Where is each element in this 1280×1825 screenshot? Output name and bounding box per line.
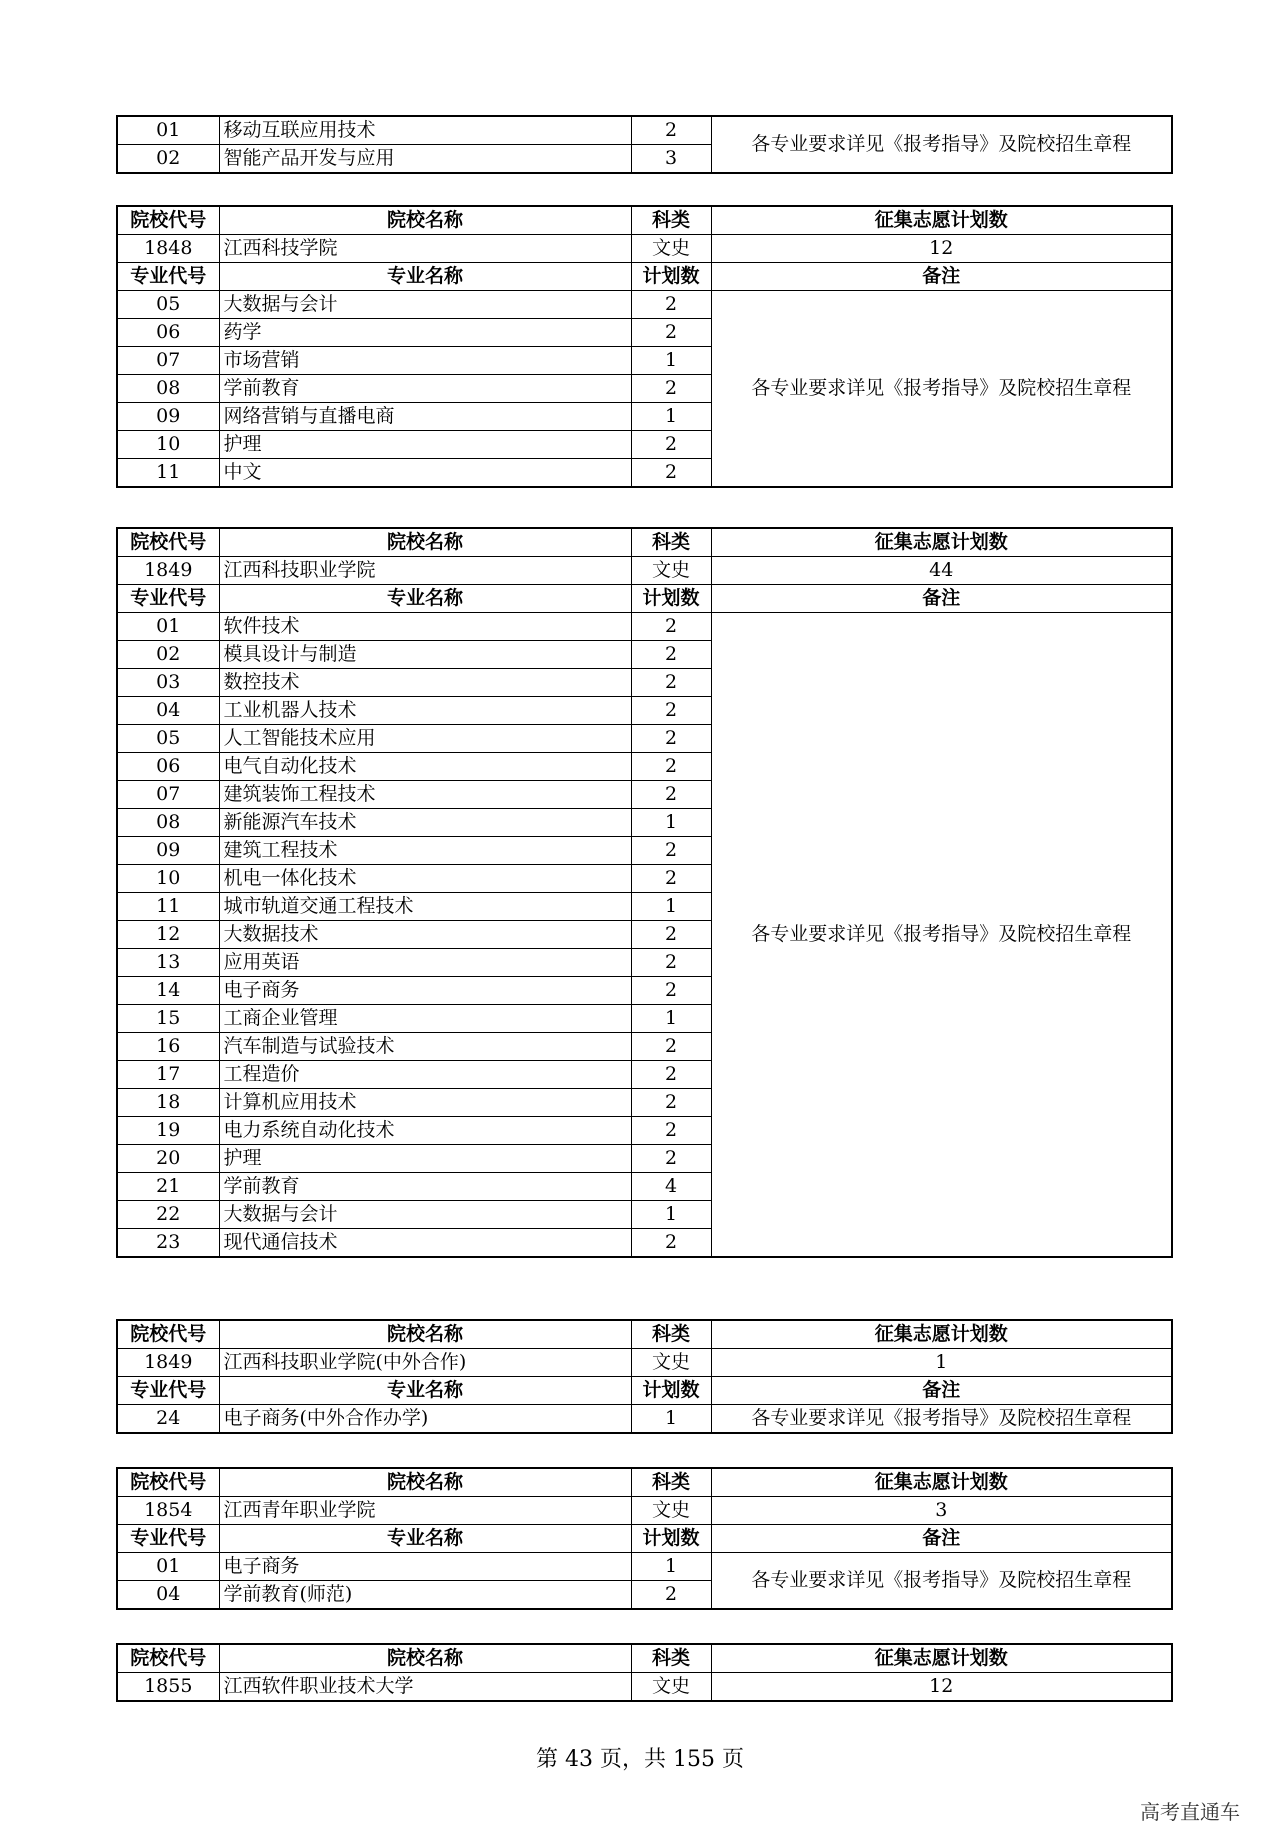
category-header: 科类	[631, 1320, 711, 1349]
plan-count-header: 计划数	[631, 1377, 711, 1405]
remarks-note: 各专业要求详见《报考指导》及院校招生章程	[711, 291, 1172, 488]
major-code: 06	[117, 319, 219, 347]
plan-count-header: 计划数	[631, 585, 711, 613]
major-code: 18	[117, 1089, 219, 1117]
major-row	[117, 613, 1172, 641]
major-name: 城市轨道交通工程技术	[219, 893, 631, 921]
plan-total-header: 征集志愿计划数	[711, 1320, 1172, 1349]
major-name: 建筑装饰工程技术	[219, 781, 631, 809]
major-code: 06	[117, 753, 219, 781]
school-name: 江西科技职业学院(中外合作)	[219, 1349, 631, 1377]
major-name: 人工智能技术应用	[219, 725, 631, 753]
category-header: 科类	[631, 1644, 711, 1673]
remarks-note: 各专业要求详见《报考指导》及院校招生章程	[711, 1405, 1172, 1434]
major-header-row	[117, 1377, 1172, 1405]
major-row	[117, 1405, 1172, 1434]
school-name-header: 院校名称	[219, 1644, 631, 1673]
school-category: 文史	[631, 235, 711, 263]
major-code: 04	[117, 697, 219, 725]
school-code: 1854	[117, 1497, 219, 1525]
major-name: 建筑工程技术	[219, 837, 631, 865]
plan-total-header: 征集志愿计划数	[711, 528, 1172, 557]
major-name: 护理	[219, 1145, 631, 1173]
school-table	[116, 1467, 1173, 1610]
major-code: 08	[117, 375, 219, 403]
school-table	[116, 527, 1173, 1258]
plan-count: 1	[631, 1005, 711, 1033]
school-code: 1849	[117, 1349, 219, 1377]
school-row	[117, 557, 1172, 585]
major-code: 11	[117, 459, 219, 488]
major-code: 03	[117, 669, 219, 697]
major-code-header: 专业代号	[117, 1377, 219, 1405]
major-name: 机电一体化技术	[219, 865, 631, 893]
plan-count: 1	[631, 1553, 711, 1581]
plan-count-header: 计划数	[631, 263, 711, 291]
major-name: 电子商务	[219, 1553, 631, 1581]
brand-watermark: 高考直通车	[1140, 1800, 1240, 1824]
plan-count: 2	[631, 1117, 711, 1145]
school-row	[117, 1349, 1172, 1377]
plan-count: 2	[631, 697, 711, 725]
major-name: 数控技术	[219, 669, 631, 697]
plan-count: 2	[631, 375, 711, 403]
school-row	[117, 1497, 1172, 1525]
plan-count: 2	[631, 977, 711, 1005]
major-code: 07	[117, 781, 219, 809]
school-header-row	[117, 1320, 1172, 1349]
major-row	[117, 116, 1172, 145]
major-code: 19	[117, 1117, 219, 1145]
major-code: 13	[117, 949, 219, 977]
plan-count: 1	[631, 1201, 711, 1229]
major-name: 电气自动化技术	[219, 753, 631, 781]
major-code: 05	[117, 725, 219, 753]
remarks-note: 各专业要求详见《报考指导》及院校招生章程	[711, 613, 1172, 1258]
major-code: 22	[117, 1201, 219, 1229]
plan-count: 2	[631, 725, 711, 753]
major-code-header: 专业代号	[117, 585, 219, 613]
major-name: 学前教育	[219, 1173, 631, 1201]
major-code: 07	[117, 347, 219, 375]
plan-count: 2	[631, 431, 711, 459]
plan-total-header: 征集志愿计划数	[711, 1644, 1172, 1673]
major-code: 10	[117, 431, 219, 459]
remarks-header: 备注	[711, 585, 1172, 613]
plan-count: 2	[631, 1033, 711, 1061]
major-name: 计算机应用技术	[219, 1089, 631, 1117]
school-category: 文史	[631, 1673, 711, 1702]
category-header: 科类	[631, 528, 711, 557]
remarks-header: 备注	[711, 263, 1172, 291]
major-name: 新能源汽车技术	[219, 809, 631, 837]
plan-count: 4	[631, 1173, 711, 1201]
plan-count: 2	[631, 1145, 711, 1173]
major-name: 工程造价	[219, 1061, 631, 1089]
major-name: 学前教育(师范)	[219, 1581, 631, 1610]
major-code: 09	[117, 403, 219, 431]
plan-count: 2	[631, 1581, 711, 1610]
school-code-header: 院校代号	[117, 1468, 219, 1497]
major-name: 大数据与会计	[219, 291, 631, 319]
school-name: 江西软件职业技术大学	[219, 1673, 631, 1702]
plan-count: 2	[631, 1089, 711, 1117]
major-code: 04	[117, 1581, 219, 1610]
school-category: 文史	[631, 1497, 711, 1525]
plan-total: 12	[711, 235, 1172, 263]
major-name-header: 专业名称	[219, 263, 631, 291]
block-school-1849-coop	[116, 1319, 1171, 1434]
block-school-1855	[116, 1643, 1171, 1702]
plan-count: 1	[631, 893, 711, 921]
major-code: 01	[117, 1553, 219, 1581]
remarks-note: 各专业要求详见《报考指导》及院校招生章程	[711, 1553, 1172, 1610]
major-code: 23	[117, 1229, 219, 1258]
plan-count: 2	[631, 1229, 711, 1258]
major-name: 电子商务(中外合作办学)	[219, 1405, 631, 1434]
major-code: 14	[117, 977, 219, 1005]
plan-count: 2	[631, 613, 711, 641]
school-name-header: 院校名称	[219, 528, 631, 557]
school-category: 文史	[631, 557, 711, 585]
plan-count: 2	[631, 669, 711, 697]
major-name-header: 专业名称	[219, 585, 631, 613]
school-header-row	[117, 206, 1172, 235]
major-name: 大数据技术	[219, 921, 631, 949]
major-row	[117, 291, 1172, 319]
school-code-header: 院校代号	[117, 1320, 219, 1349]
plan-count: 2	[631, 291, 711, 319]
major-code: 02	[117, 641, 219, 669]
school-category: 文史	[631, 1349, 711, 1377]
major-name: 汽车制造与试验技术	[219, 1033, 631, 1061]
major-name: 市场营销	[219, 347, 631, 375]
major-code: 24	[117, 1405, 219, 1434]
major-name-header: 专业名称	[219, 1525, 631, 1553]
major-code: 21	[117, 1173, 219, 1201]
school-name: 江西科技学院	[219, 235, 631, 263]
school-code: 1855	[117, 1673, 219, 1702]
block-continuation	[116, 115, 1171, 174]
plan-count: 2	[631, 753, 711, 781]
major-code: 10	[117, 865, 219, 893]
school-name: 江西科技职业学院	[219, 557, 631, 585]
school-name-header: 院校名称	[219, 1468, 631, 1497]
major-code: 12	[117, 921, 219, 949]
school-table	[116, 1643, 1173, 1702]
plan-count: 2	[631, 865, 711, 893]
major-code: 20	[117, 1145, 219, 1173]
major-name: 学前教育	[219, 375, 631, 403]
major-code: 08	[117, 809, 219, 837]
plan-count: 2	[631, 319, 711, 347]
block-school-1849	[116, 527, 1171, 1258]
plan-count: 1	[631, 347, 711, 375]
school-row	[117, 235, 1172, 263]
school-row	[117, 1673, 1172, 1702]
school-header-row	[117, 1644, 1172, 1673]
major-header-row	[117, 1525, 1172, 1553]
major-name: 网络营销与直播电商	[219, 403, 631, 431]
plan-total: 44	[711, 557, 1172, 585]
major-name: 大数据与会计	[219, 1201, 631, 1229]
remarks-header: 备注	[711, 1377, 1172, 1405]
major-code: 01	[117, 116, 219, 145]
major-code: 05	[117, 291, 219, 319]
category-header: 科类	[631, 206, 711, 235]
school-name-header: 院校名称	[219, 1320, 631, 1349]
school-code-header: 院校代号	[117, 1644, 219, 1673]
school-header-row	[117, 1468, 1172, 1497]
major-header-row	[117, 263, 1172, 291]
major-code-header: 专业代号	[117, 1525, 219, 1553]
major-name-header: 专业名称	[219, 1377, 631, 1405]
school-code-header: 院校代号	[117, 528, 219, 557]
major-name: 电力系统自动化技术	[219, 1117, 631, 1145]
major-name: 应用英语	[219, 949, 631, 977]
plan-count: 2	[631, 116, 711, 145]
major-code: 16	[117, 1033, 219, 1061]
major-code: 09	[117, 837, 219, 865]
plan-count: 1	[631, 1405, 711, 1434]
remarks-note: 各专业要求详见《报考指导》及院校招生章程	[711, 116, 1172, 173]
school-code: 1848	[117, 235, 219, 263]
major-name: 工业机器人技术	[219, 697, 631, 725]
major-code: 15	[117, 1005, 219, 1033]
major-name: 模具设计与制造	[219, 641, 631, 669]
plan-total: 3	[711, 1497, 1172, 1525]
page-footer: 第 43 页，共 155 页	[536, 1747, 744, 1772]
plan-count: 2	[631, 459, 711, 488]
plan-count: 1	[631, 809, 711, 837]
school-code: 1849	[117, 557, 219, 585]
major-code: 01	[117, 613, 219, 641]
major-code: 02	[117, 145, 219, 174]
major-name: 软件技术	[219, 613, 631, 641]
block-school-1848	[116, 205, 1171, 488]
school-name-header: 院校名称	[219, 206, 631, 235]
major-name: 现代通信技术	[219, 1229, 631, 1258]
major-code: 17	[117, 1061, 219, 1089]
major-code: 11	[117, 893, 219, 921]
block-school-1854	[116, 1467, 1171, 1610]
majors-table	[116, 115, 1173, 174]
major-header-row	[117, 585, 1172, 613]
major-name: 药学	[219, 319, 631, 347]
major-name: 工商企业管理	[219, 1005, 631, 1033]
school-table	[116, 205, 1173, 488]
plan-count: 1	[631, 403, 711, 431]
plan-count: 2	[631, 781, 711, 809]
plan-count: 2	[631, 837, 711, 865]
plan-total-header: 征集志愿计划数	[711, 1468, 1172, 1497]
plan-count: 2	[631, 949, 711, 977]
plan-total: 12	[711, 1673, 1172, 1702]
school-table	[116, 1319, 1173, 1434]
plan-count: 3	[631, 145, 711, 174]
major-row	[117, 1553, 1172, 1581]
category-header: 科类	[631, 1468, 711, 1497]
school-code-header: 院校代号	[117, 206, 219, 235]
major-name: 电子商务	[219, 977, 631, 1005]
plan-count: 2	[631, 1061, 711, 1089]
plan-count: 2	[631, 921, 711, 949]
plan-total-header: 征集志愿计划数	[711, 206, 1172, 235]
plan-count-header: 计划数	[631, 1525, 711, 1553]
major-code-header: 专业代号	[117, 263, 219, 291]
school-name: 江西青年职业学院	[219, 1497, 631, 1525]
remarks-header: 备注	[711, 1525, 1172, 1553]
plan-total: 1	[711, 1349, 1172, 1377]
plan-count: 2	[631, 641, 711, 669]
major-name: 智能产品开发与应用	[219, 145, 631, 174]
major-name: 中文	[219, 459, 631, 488]
major-name: 移动互联应用技术	[219, 116, 631, 145]
major-name: 护理	[219, 431, 631, 459]
school-header-row	[117, 528, 1172, 557]
